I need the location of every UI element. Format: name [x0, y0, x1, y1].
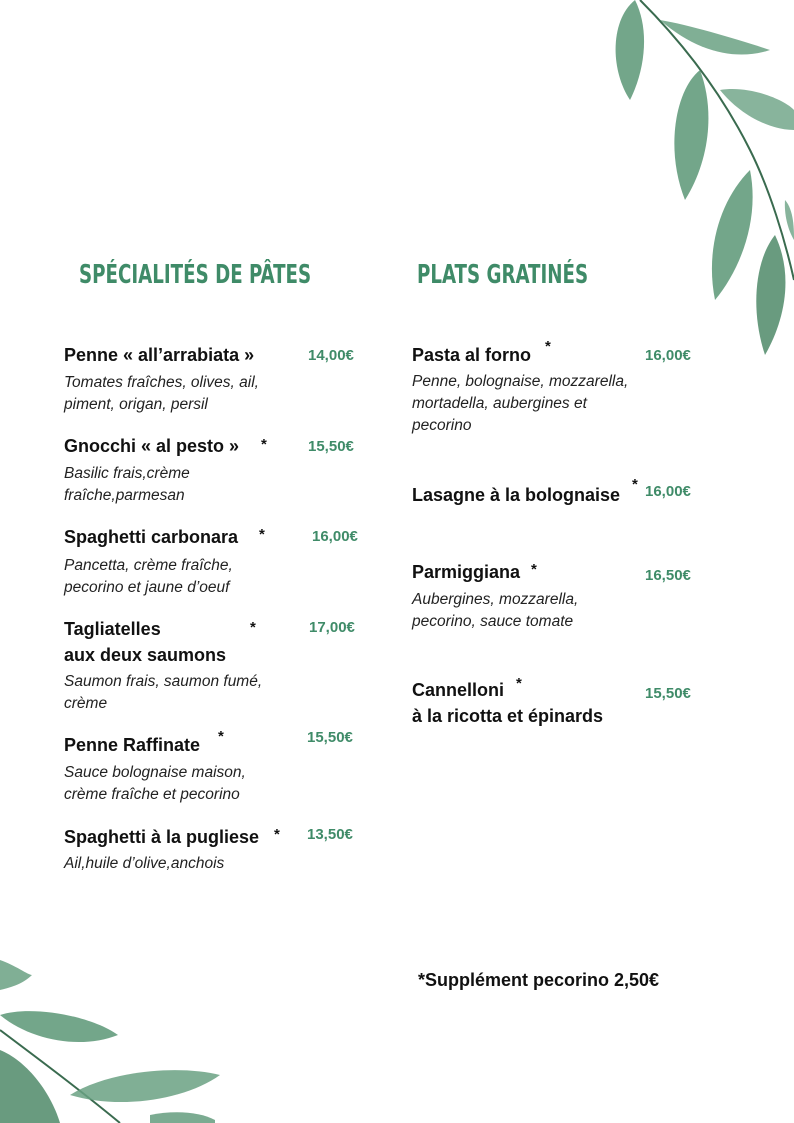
gratin-item-price: 16,00€: [645, 347, 691, 364]
pasta-item-name: Penne « all’arrabiata »: [64, 345, 255, 365]
gratin-item-desc: Penne, bolognaise, mozzarella, mortadella, aubergines et pecorino: [412, 373, 629, 434]
pasta-item-name: Tagliatelles aux deux saumons: [64, 619, 227, 665]
pasta-section-title: SPÉCIALITÉS DE PÂTES: [79, 260, 312, 290]
pasta-item-star: *: [261, 436, 267, 453]
gratin-item-price: 16,50€: [645, 567, 691, 584]
pasta-item-price: 13,50€: [307, 826, 353, 843]
gratin-item-star: *: [531, 561, 537, 578]
supplement-note: *Supplément pecorino 2,50€: [418, 970, 660, 990]
gratin-item-name: Pasta al forno: [412, 345, 532, 365]
pasta-item-name: Spaghetti carbonara: [64, 527, 239, 547]
leaf-branch-top-right-icon: [600, 0, 794, 360]
pasta-item-price: 17,00€: [309, 619, 355, 636]
pasta-item-price: 16,00€: [312, 528, 358, 545]
gratins-section-title: PLATS GRATINÉS: [417, 260, 589, 290]
pasta-item-desc: Tomates fraîches, olives, ail, piment, origan, persil: [64, 374, 259, 413]
pasta-item-price: 15,50€: [308, 438, 354, 455]
pasta-item-price: 14,00€: [308, 347, 354, 364]
gratin-item-price: 16,00€: [645, 483, 691, 500]
pasta-item-star: *: [218, 728, 224, 745]
pasta-item-desc: Sauce bolognaise maison, crème fraîche et pecorino: [64, 764, 246, 803]
pasta-item-star: *: [250, 619, 256, 636]
gratin-item-name: Lasagne à la bolognaise: [412, 485, 621, 505]
pasta-item-name: Spaghetti à la pugliese: [64, 827, 260, 847]
gratin-item-name: Parmiggiana: [412, 562, 521, 582]
gratin-item-desc: Aubergines, mozzarella, pecorino, sauce tomate: [412, 591, 579, 630]
pasta-item-desc: Ail,huile d’olive,anchois: [64, 855, 225, 872]
gratin-item-star: *: [545, 338, 551, 355]
gratin-item-star: *: [632, 476, 638, 493]
gratin-item-price: 15,50€: [645, 685, 691, 702]
pasta-item-star: *: [274, 826, 280, 843]
pasta-item-price: 15,50€: [307, 729, 353, 746]
gratin-item-name: Cannelloni à la ricotta et épinards: [412, 680, 604, 726]
pasta-item-star: *: [259, 526, 265, 543]
gratin-item-star: *: [516, 675, 522, 692]
pasta-item-name: Penne Raffinate: [64, 735, 201, 755]
pasta-item-desc: Basilic frais,crème fraîche,parmesan: [64, 465, 190, 504]
pasta-item-name: Gnocchi « al pesto »: [64, 436, 240, 456]
pasta-item-desc: Pancetta, crème fraîche, pecorino et jaune d’oeuf: [64, 557, 233, 596]
leaf-branch-bottom-left-icon: [0, 940, 230, 1123]
pasta-item-desc: Saumon frais, saumon fumé, crème: [64, 673, 263, 712]
